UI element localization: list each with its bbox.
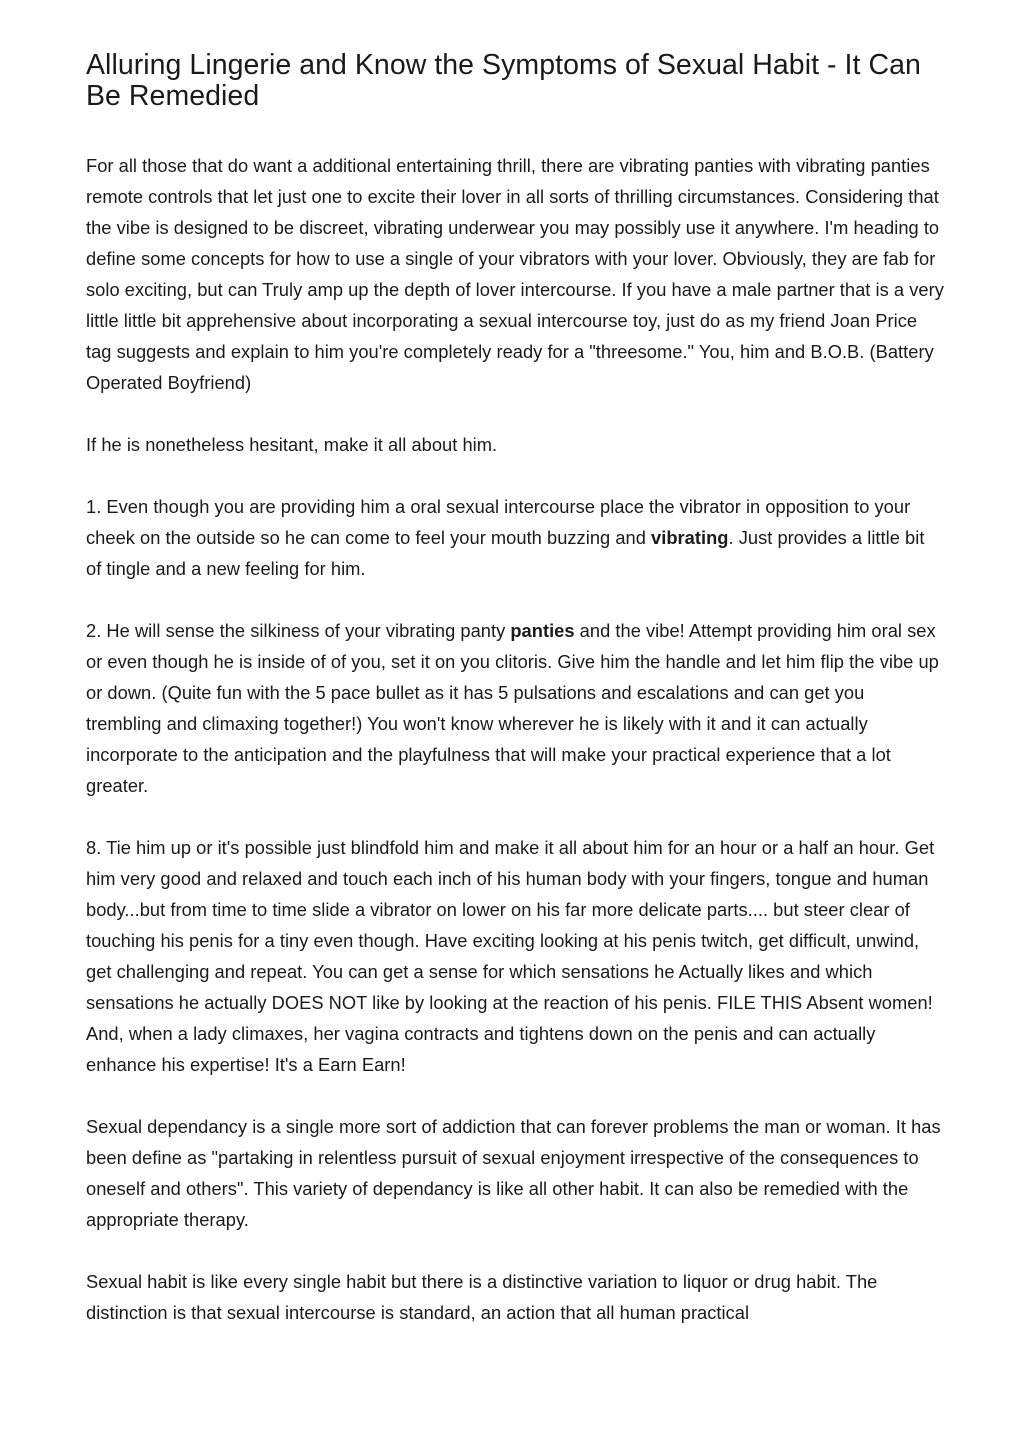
- paragraph-tip-2-text-a: 2. He will sense the silkiness of your vibrating panty: [86, 620, 511, 641]
- paragraph-tip-1: [86, 491, 944, 584]
- keyword-panties: panties: [510, 620, 575, 641]
- keyword-vibrating: vibrating: [651, 527, 729, 548]
- document-title: Alluring Lingerie and Know the Symptoms of Sexual Habit - It Can Be Remedied: [86, 49, 921, 112]
- paragraph-tip-8: 8. Tie him up or it's possible just blindfold him and make it all about him for an hour or a half an hour. Get him very good and relaxed and touch each inch of his human body with your fingers, tongue and human body...but from time to time slide a vibrator on lower on his far more delicate parts.... but steer clear of touching his penis for a tiny even though. Have exciting looking at his penis twitch, get difficult, unwind, get challenging and repeat. You can get a sense for which sensations he Actually likes and which sensations he actually DOES NOT like by looking at the reaction of his penis. FILE THIS Absent women! And, when a lady climaxes, her vagina contracts and tightens down on the penis and can actually enhance his expertise! It's a Earn Earn!: [86, 837, 935, 1075]
- paragraph-tip-1-text-a: 1. Even though you are providing him a oral sexual intercourse place the vibrator in opposition to your cheek on the outside so he can come to feel your mouth buzzing and: [86, 496, 911, 548]
- paragraph-intro: For all those that do want a additional entertaining thrill, there are vibrating panties with vibrating panties remote controls that let just one to excite their lover in all sorts of thrilling circumstances. Considering that the vibe is designed to be discreet, vibrating underwear you may possibly use it anywhere. I'm heading to define some concepts for how to use a single of your vibrators with your lover. Obviously, they are fab for solo exciting, but can Truly amp up the depth of lover intercourse. If you have a male partner that is a very little little bit apprehensive about incorporating a sexual intercourse toy, just do as my friend Joan Price tag suggests and explain to him you're completely ready for a "threesome." You, him and B.O.B. (Battery Operated Boyfriend): [86, 155, 944, 393]
- paragraph-tip-1-text-b: . Just provides a little bit of tingle and a new feeling for him.: [86, 527, 925, 579]
- paragraph-hesitant: If he is nonetheless hesitant, make it all about him.: [86, 434, 498, 455]
- paragraph-tip-2-text-b: and the vibe! Attempt providing him oral sex or even though he is inside of of you, set it on you clitoris. Give him the handle and let him flip the vibe up or down. (Quite fun with the 5 pace bullet as it has 5 pulsations and escalations and can get you trembling and climaxing together!) You won't know wherever he is likely with it and it can actually incorporate to the anticipation and the playfulness that will make your practical experience that a lot greater.: [86, 620, 939, 796]
- paragraph-tip-2: [86, 615, 944, 801]
- document-page: [86, 50, 944, 1359]
- paragraph-habit: Sexual habit is like every single habit but there is a distinctive variation to liquor or drug habit. The distinction is that sexual intercourse is standard, an action that all human practical: [86, 1271, 878, 1323]
- paragraph-dependancy: Sexual dependancy is a single more sort of addiction that can forever problems the man or woman. It has been define as "partaking in relentless pursuit of sexual enjoyment irrespective of the consequences to oneself and others". This variety of dependancy is like all other habit. It can also be remedied with the appropriate therapy.: [86, 1116, 941, 1230]
